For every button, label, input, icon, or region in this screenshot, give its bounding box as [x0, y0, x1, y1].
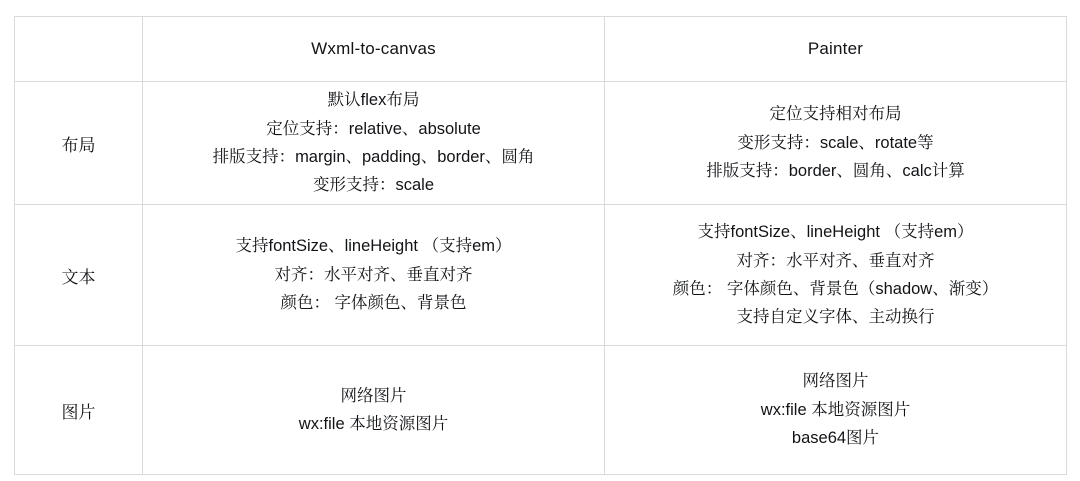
cell-line: 默认flex布局: [327, 91, 420, 110]
cell-text-wxml: [143, 205, 605, 346]
cell-line: 定位支持：relative、absolute: [266, 119, 481, 138]
cell-line: 排版支持：margin、padding、border、圆角: [212, 148, 535, 166]
row-label-layout: 布局: [15, 82, 143, 205]
table-header-row: [15, 17, 1067, 82]
cell-line: base64图片: [791, 429, 880, 448]
cell-line: 对齐：水平对齐、垂直对齐: [274, 265, 473, 284]
column-header-wxml-to-canvas: Wxml-to-canvas: [143, 17, 605, 82]
column-header-painter: Painter: [605, 17, 1067, 82]
cell-line: 变形支持：scale: [312, 176, 435, 195]
table-row: [15, 346, 1067, 475]
cell-line: wx:file 本地资源图片: [760, 400, 911, 419]
cell-line: 网络图片: [340, 386, 407, 405]
cell-line: 对齐：水平对齐、垂直对齐: [736, 251, 935, 270]
cell-line: wx:file 本地资源图片: [298, 415, 449, 433]
cell-line: 支持fontSize、lineHeight （支持em）: [235, 237, 512, 256]
cell-line: 支持自定义字体、主动换行: [736, 308, 935, 327]
cell-line: 变形支持：scale、rotate等: [737, 133, 934, 152]
cell-image-painter: [605, 346, 1067, 475]
cell-line: 定位支持相对布局: [769, 105, 902, 124]
cell-layout-painter: [605, 82, 1067, 205]
cell-line: 排版支持：border、圆角、calc计算: [706, 162, 965, 181]
cell-line: 颜色： 字体颜色、背景色: [280, 294, 467, 313]
feature-comparison-table: [14, 16, 1067, 475]
table-row: [15, 205, 1067, 346]
table-row: [15, 82, 1067, 205]
row-label-image: 图片: [15, 346, 143, 475]
cell-layout-wxml: [143, 82, 605, 205]
cell-line: 支持fontSize、lineHeight （支持em）: [697, 223, 974, 242]
row-label-text: 文本: [15, 205, 143, 346]
cell-line: 颜色： 字体颜色、背景色（shadow、渐变）: [672, 280, 999, 298]
cell-text-painter: [605, 205, 1067, 346]
table-corner-cell: [15, 17, 143, 82]
cell-line: 网络图片: [802, 372, 869, 391]
cell-image-wxml: [143, 346, 605, 475]
